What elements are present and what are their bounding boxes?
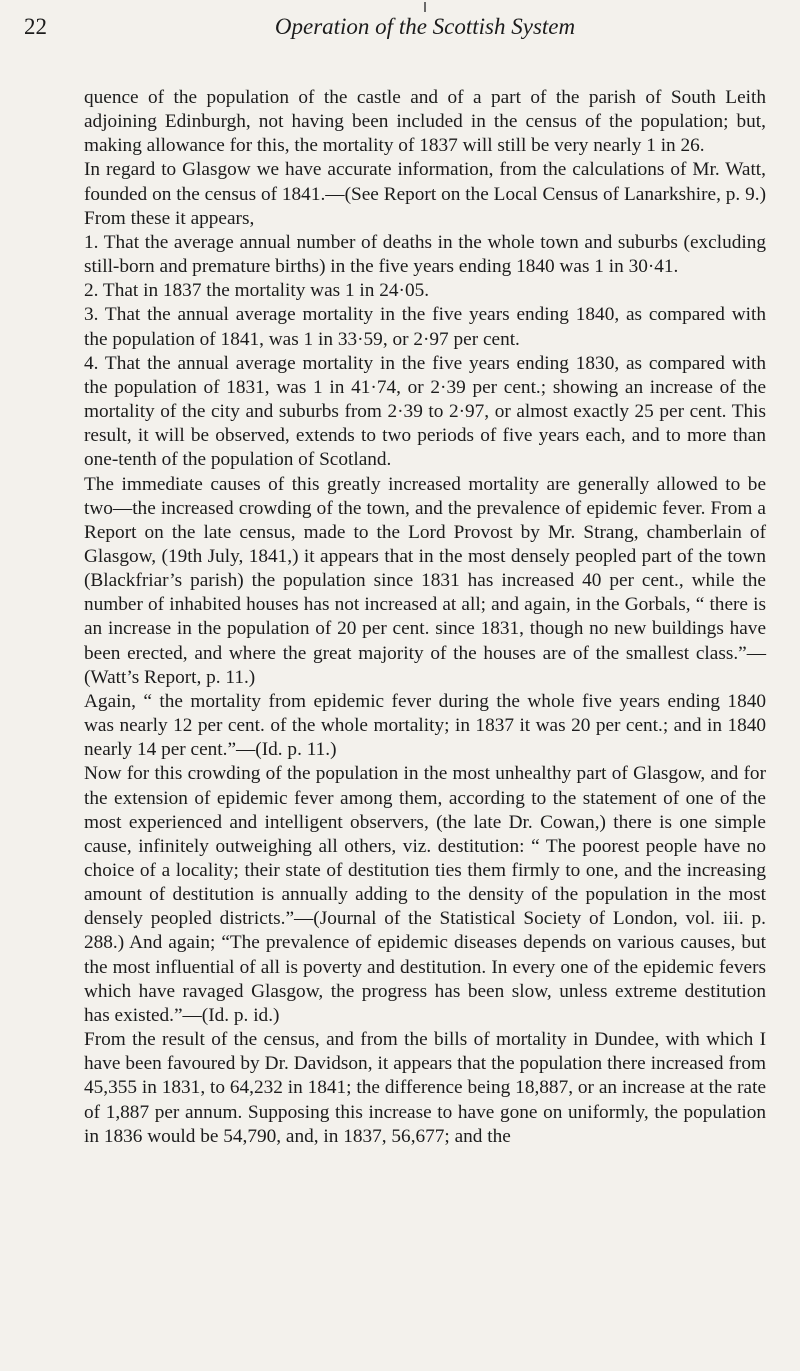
paragraph-dundee: From the result of the census, and from the bills of mortality in Dundee, with which I have been favoured by Dr. Davidson, it appears that the population there increased from 45,355 in 1831, to 64,232 in 1841; the difference being 18,887, or an increase at the rate of 1,887 per annum. Supposing this increase to have gone on uniformly, the population in 1836 would be 54,790, and, in 1837, 56,677; and the <box>84 1029 766 1147</box>
paragraph-point-3: 3. That the annual average mortality in the five years ending 1840, as compared with the population of 1841, was 1 in 33·59, or 2·97 per cent. <box>84 304 766 350</box>
paragraph-point-4: 4. That the annual average mortality in the five years ending 1830, as compared with the population of 1831, was 1 in 41·74, or 2·39 per cent.; showing an increase of the mortality of the city and suburbs from 2·39 to 2·97, or almost exactly 25 per cent. This result, it will be observed, extends to two periods of five years each, and to more than one-tenth of the population of Scotland. <box>84 352 766 471</box>
paragraph-causes: The immediate causes of this greatly increased mortality are generally allowed to be two—the increased crowding of the town, and the prevalence of epidemic fever. From a Report on the late census, made to the Lord Provost by Mr. Strang, chamberlain of Glasgow, (19th July, 1841,) it appears that in the most densely peopled part of the town (Blackfriar’s parish) the population since 1831 has increased 40 per cent., while the number of inhabited houses has not increased at all; and again, in the Gorbals, “ there is an increase in the population of 20 per cent. since 1831, though no new buildings have been erected, and where the great majority of the houses are of the smallest class.”—(Watt’s Report, p. 11.) <box>84 473 766 688</box>
paragraph-epidemic-fever: Again, “ the mortality from epidemic fever during the whole five years ending 1840 was nearly 12 per cent. of the whole mortality; in 1837 it was 20 per cent.; and in 1840 nearly 14 per cent.”—(Id. p. 11.) <box>84 690 766 761</box>
paragraph-point-2: 2. That in 1837 the mortality was 1 in 24·05. <box>84 280 430 302</box>
page-number: 22 <box>24 14 47 39</box>
paragraph-continuation: quence of the population of the castle and of a part of the parish of South Leith adjoining Edinburgh, not having been included in the census of the population; but, making allowance for this, the mortality of 1837 will still be very nearly 1 in 26. <box>84 87 766 157</box>
paragraph-destitution: Now for this crowding of the population in the most unhealthy part of Glasgow, and for the extension of epidemic fever among them, according to the statement of one of the most experienced and intelligent observers, (the late Dr. Cowan,) there is one simple cause, infinitely outweighing all others, viz. destitution: “ The poorest people have no choice of a locality; their state of destitution ties them firmly to one, and the increasing amount of destitution is annually adding to the density of the population in the most densely peopled districts.”—(Journal of the Statistical Society of London, vol. iii. p. 288.) And again; “The prevalence of epidemic diseases depends on various causes, but the most influential of all is poverty and destitution. In every one of the epidemic fevers which have ravaged Glasgow, the progress has been slow, unless extreme destitution has existed.”—(Id. p. id.) <box>84 763 766 1026</box>
body-text <box>84 86 766 1149</box>
paragraph-glasgow-intro: In regard to Glasgow we have accurate information, from the calculations of Mr. Watt, founded on the census of 1841.—(See Report on the Local Census of Lanarkshire, p. 9.) From these it appears, <box>84 159 766 229</box>
paragraph-point-1: 1. That the average annual number of deaths in the whole town and suburbs (excluding still-born and premature births) in the five years ending 1840 was 1 in 30·41. <box>84 231 766 278</box>
page-header <box>24 14 766 44</box>
top-margin-mark <box>424 2 426 12</box>
running-title: Operation of the Scottish System <box>274 14 576 39</box>
book-page <box>24 0 766 1371</box>
